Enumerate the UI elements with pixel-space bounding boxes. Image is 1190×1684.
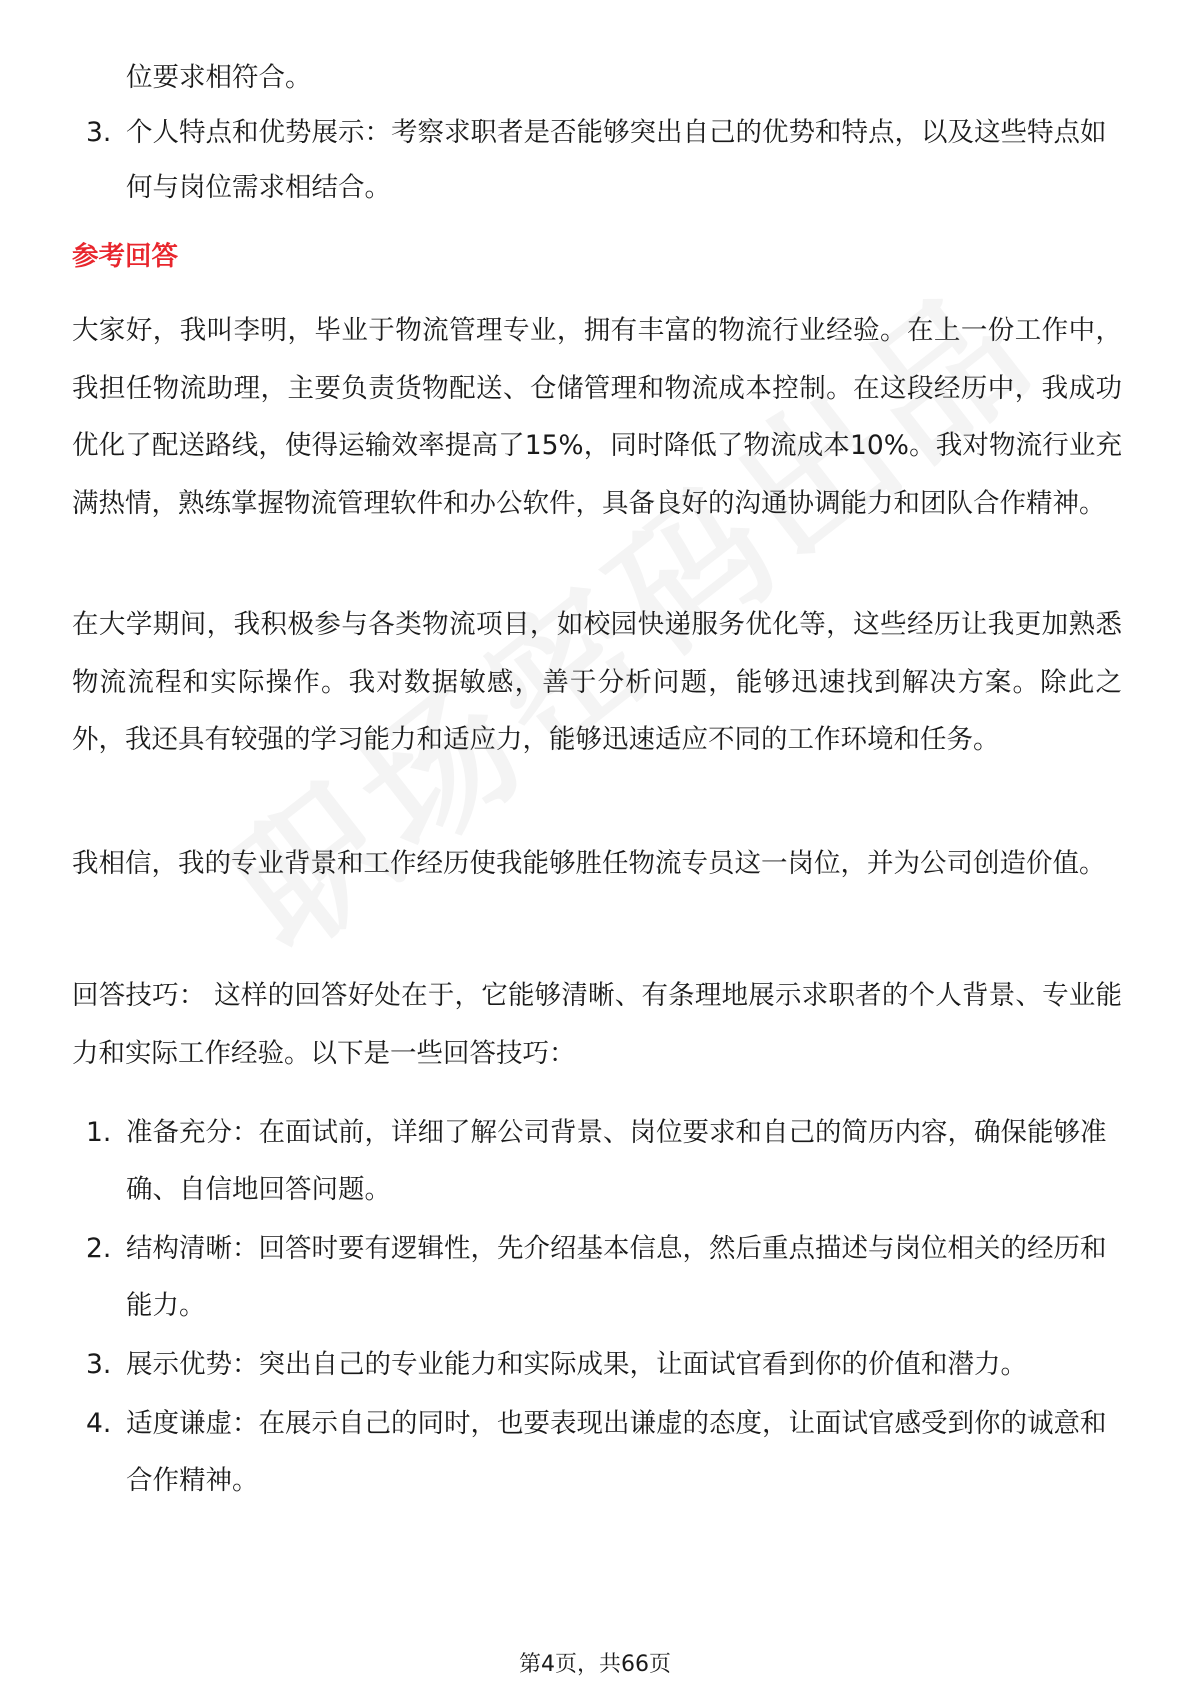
list-item bbox=[80, 1336, 1122, 1393]
list-item bbox=[80, 1104, 1122, 1218]
list-item bbox=[80, 1395, 1122, 1509]
list-item-text: 结构清晰：回答时要有逻辑性，先介绍基本信息，然后重点描述与岗位相关的经历和能力。 bbox=[126, 1233, 1107, 1321]
list-item-continuation bbox=[80, 50, 1110, 105]
paragraph-intro: 大家好，我叫李明，毕业于物流管理专业，拥有丰富的物流行业经验。在上一份工作中，我担任物流助理，主要负责货物配送、仓储管理和物流成本控制。在这段经历中，我成功优化了配送路线，使得运输效率提高了15%，同时降低了物流成本10%。我对物流行业充满热情，熟练掌握物流管理软件和办公软件，具备良好的沟通协调能力和团队合作精神。 bbox=[72, 315, 1122, 519]
list-item-number: 1. bbox=[86, 1117, 112, 1148]
list-item bbox=[80, 1220, 1122, 1334]
list-item-text: 位要求相符合。 bbox=[126, 62, 312, 93]
section-heading: 参考回答 bbox=[72, 241, 178, 272]
page-footer: 第4页，共66页 bbox=[519, 1652, 671, 1677]
list-item-number: 2. bbox=[86, 1233, 112, 1264]
list-item-text: 个人特点和优势展示：考察求职者是否能够突出自己的优势和特点，以及这些特点如何与岗位需求相结合。 bbox=[126, 117, 1107, 203]
top-list bbox=[80, 50, 1110, 215]
list-item-number: 4. bbox=[86, 1408, 112, 1439]
list-item bbox=[80, 105, 1110, 215]
paragraph-university: 在大学期间，我积极参与各类物流项目，如校园快递服务优化等，这些经历让我更加熟悉物流流程和实际操作。我对数据敏感，善于分析问题，能够迅速找到解决方案。除此之外，我还具有较强的学习能力和适应力，能够迅速适应不同的工作环境和任务。 bbox=[72, 609, 1122, 755]
paragraph-conclusion: 我相信，我的专业背景和工作经历使我能够胜任物流专员这一岗位，并为公司创造价值。 bbox=[72, 848, 1106, 879]
list-item-text: 准备充分：在面试前，详细了解公司背景、岗位要求和自己的简历内容，确保能够准确、自信地回答问题。 bbox=[126, 1117, 1107, 1205]
paragraph-tips-intro: 回答技巧： 这样的回答好处在于，它能够清晰、有条理地展示求职者的个人背景、专业能力和实际工作经验。以下是一些回答技巧： bbox=[72, 980, 1122, 1069]
list-item-number: 3. bbox=[86, 1349, 112, 1380]
list-item-text: 适度谦虚：在展示自己的同时，也要表现出谦虚的态度，让面试官感受到你的诚意和合作精神。 bbox=[126, 1408, 1107, 1496]
list-item-text: 展示优势：突出自己的专业能力和实际成果，让面试官看到你的价值和潜力。 bbox=[126, 1349, 1027, 1380]
list-item-number: 3. bbox=[86, 117, 112, 148]
tips-list bbox=[80, 1104, 1122, 1511]
